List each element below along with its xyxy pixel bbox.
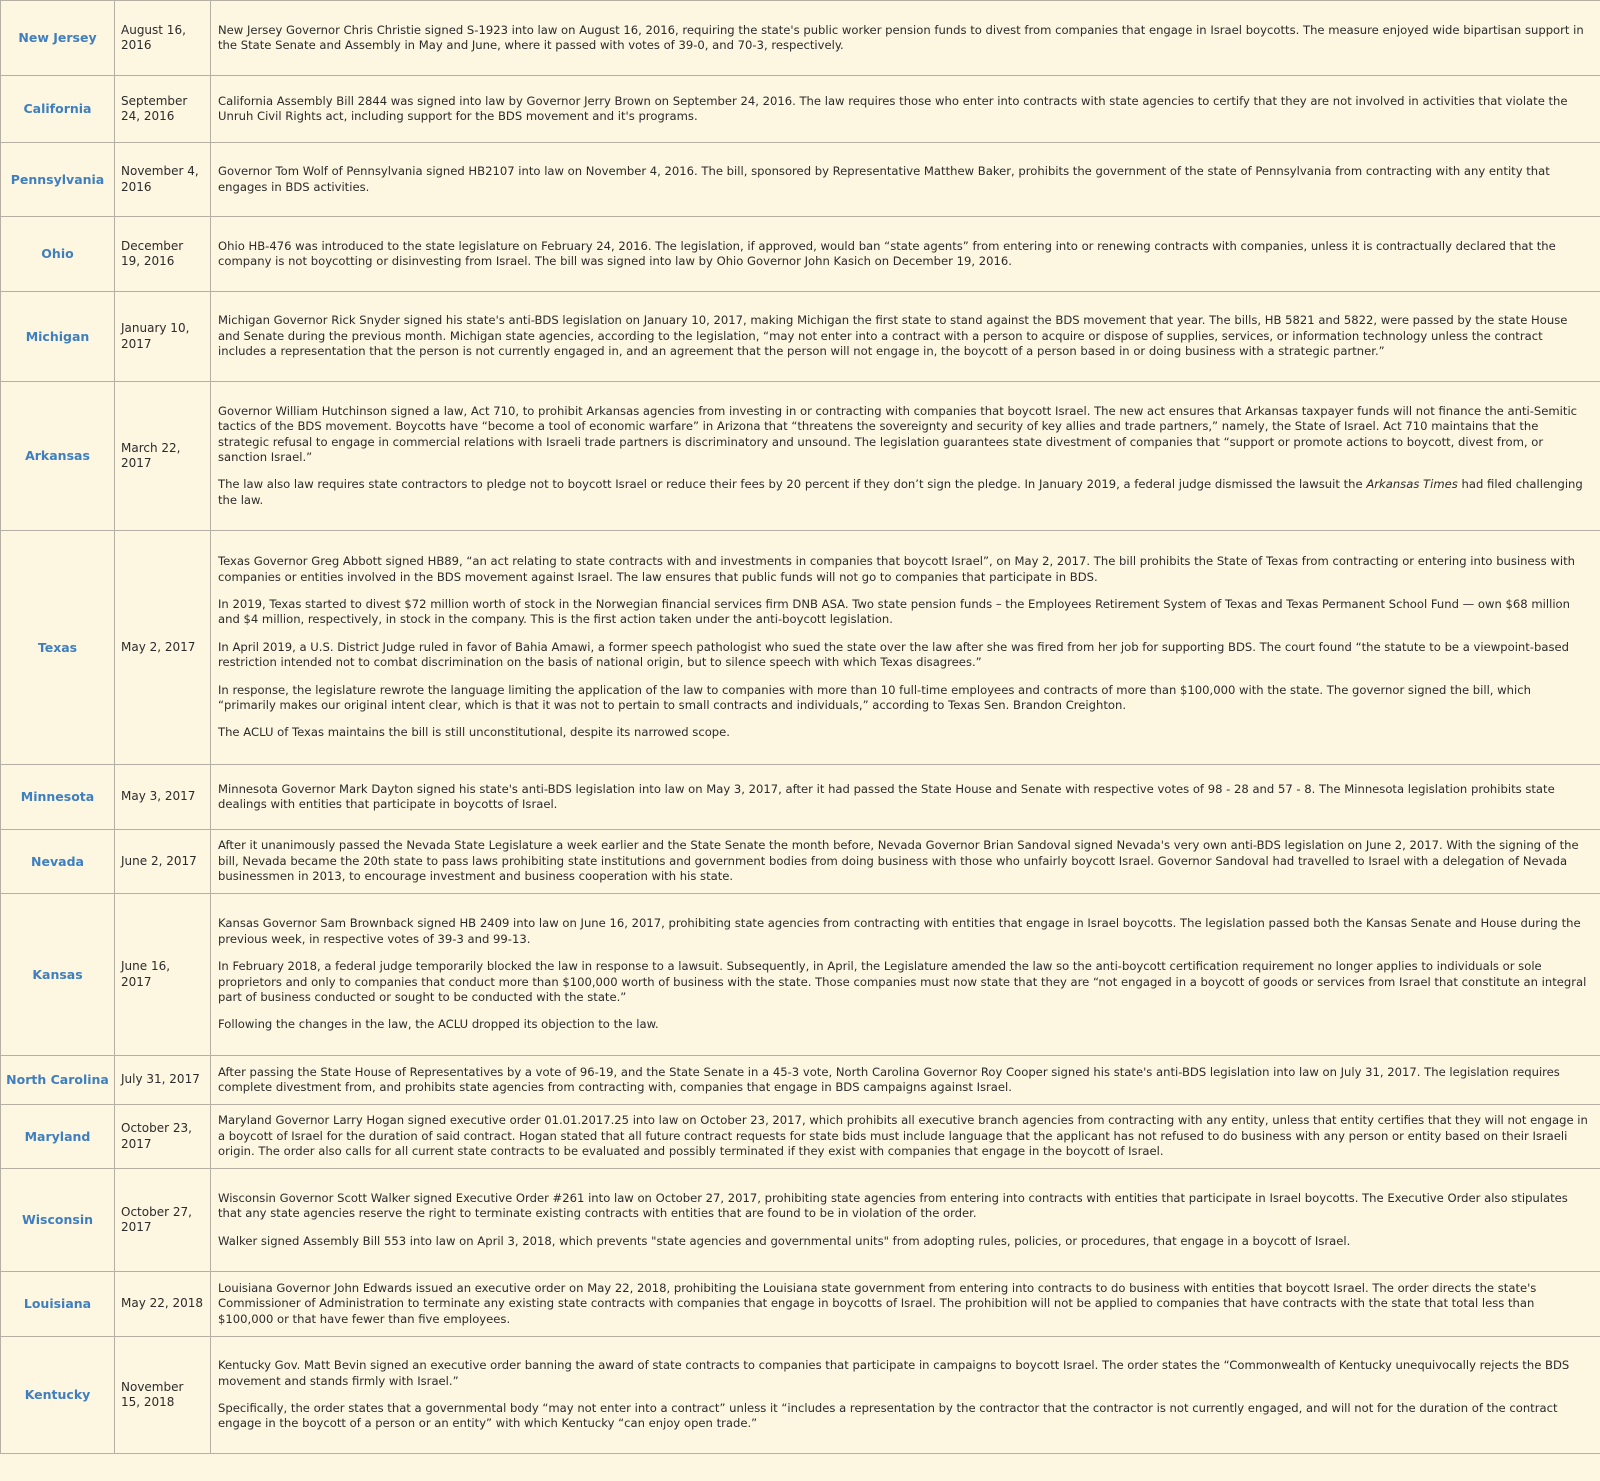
- description-paragraph: Minnesota Governor Mark Dayton signed his state's anti-BDS legislation into law on May 3, 2017, after it had passed the State House and Senate with respective votes of 98 - 28 and 57 - 8. The Minnesota legislation prohibits state dealings with entities that participate in boycotts of Israel.: [218, 781, 1555, 811]
- law-description: [211, 894, 1600, 1056]
- date-signed: May 2, 2017: [115, 531, 211, 765]
- description-paragraph: Ohio HB-476 was introduced to the state legislature on February 24, 2016. The legislation, if approved, would ban “state agents” from entering into or renewing contracts with companies, unless it is contractually declared that the company is not boycotting or disinvesting from Israel. The bill was signed into law by Ohio Governor John Kasich on December 19, 2016.: [218, 238, 1556, 268]
- table-row: [1, 1337, 1600, 1454]
- state-name[interactable]: Louisiana: [1, 1272, 115, 1337]
- law-description: [211, 143, 1600, 217]
- table-row: [1, 830, 1600, 894]
- table-row: [1, 143, 1600, 217]
- date-signed: October 23, 2017: [115, 1105, 211, 1169]
- state-name[interactable]: North Carolina: [1, 1056, 115, 1105]
- date-signed: January 10, 2017: [115, 292, 211, 382]
- table-row: [1, 292, 1600, 382]
- description-paragraph: Walker signed Assembly Bill 553 into law on April 3, 2018, which prevents "state agencies and governmental units" from adopting rules, policies, or procedures, that engage in a boycott of Israel.: [218, 1233, 1351, 1248]
- table-row: [1, 76, 1600, 143]
- table-row: [1, 217, 1600, 292]
- law-description: [211, 382, 1600, 531]
- state-name[interactable]: Michigan: [1, 292, 115, 382]
- state-name[interactable]: Kansas: [1, 894, 115, 1056]
- date-signed: May 22, 2018: [115, 1272, 211, 1337]
- description-paragraph: Following the changes in the law, the ACLU dropped its objection to the law.: [218, 1017, 659, 1032]
- state-name[interactable]: Ohio: [1, 217, 115, 292]
- description-paragraph: New Jersey Governor Chris Christie signed S-1923 into law on August 16, 2016, requiring the state's public worker pension funds to divest from companies that engage in Israel boycotts. The measure enjoyed wide bipartisan support in the State Senate and Assembly in May and June, where it passed with votes of 39-0, and 70-3, respectively.: [218, 22, 1584, 52]
- law-description: [211, 1169, 1600, 1272]
- law-description: [211, 1, 1600, 76]
- law-description: [211, 531, 1600, 765]
- state-name[interactable]: Maryland: [1, 1105, 115, 1169]
- state-name[interactable]: Wisconsin: [1, 1169, 115, 1272]
- state-name[interactable]: Kentucky: [1, 1337, 115, 1454]
- date-signed: August 16, 2016: [115, 1, 211, 76]
- description-paragraph: Wisconsin Governor Scott Walker signed Executive Order #261 into law on October 27, 2017, prohibiting state agencies from entering into contracts with entities that participate in Israel boycotts. The Executive Order also stipulates that any state agencies reserve the right to terminate existing contracts with entities that are found to be in violation of the order.: [218, 1190, 1568, 1221]
- law-description: [211, 292, 1600, 382]
- state-name[interactable]: Texas: [1, 531, 115, 765]
- state-name[interactable]: Minnesota: [1, 765, 115, 830]
- table-row: [1, 1, 1600, 76]
- description-paragraph: Michigan Governor Rick Snyder signed his state's anti-BDS legislation on January 10, 2017, making Michigan the first state to stand against the BDS movement that year. The bills, HB 5821 and 5822, were passed by the state House and Senate during the previous month. Michigan state agencies, according to the legislation, “may not enter into a contract with a person to acquire or dispose of supplies, services, or information technology unless the contract includes a representation that the person is not currently engaged in, and an agreement that the person will not engage in, the boycott of a person based in or doing business with a strategic partner.”: [218, 313, 1568, 359]
- table-row: [1, 765, 1600, 830]
- law-description: [211, 1056, 1600, 1105]
- table-row: [1, 531, 1600, 765]
- description-paragraph: California Assembly Bill 2844 was signed into law by Governor Jerry Brown on September 24, 2016. The law requires those who enter into contracts with state agencies to certify that they are not involved in activities that violate the Unruh Civil Rights act, including support for the BDS movement and it's programs.: [218, 93, 1568, 123]
- description-text: had filed challenging the law.: [218, 477, 1583, 507]
- date-signed: March 22, 2017: [115, 382, 211, 531]
- description-paragraph: Maryland Governor Larry Hogan signed executive order 01.01.2017.25 into law on October 23, 2017, which prohibits all executive branch agencies from contracting with any entity, unless that entity certifies that they will not engage in a boycott of Israel for the duration of said contract. Hogan stated that all future contract requests for state bids must include language that the applicant has not refused to do business with any person or entity based on their Israeli origin. The order also calls for all current state contracts to be evaluated and possibly terminated if they exist with companies that engage in the boycott of Israel.: [218, 1113, 1588, 1159]
- date-signed: June 2, 2017: [115, 830, 211, 894]
- law-description: [211, 765, 1600, 830]
- law-description: [211, 76, 1600, 143]
- state-name[interactable]: Arkansas: [1, 382, 115, 531]
- description-paragraph: Governor Tom Wolf of Pennsylvania signed HB2107 into law on November 4, 2016. The bill, sponsored by Representative Matthew Baker, prohibits the government of the state of Pennsylvania from contracting with any entity that engages in BDS activities.: [218, 164, 1550, 194]
- description-paragraph: In 2019, Texas started to divest $72 million worth of stock in the Norwegian financial services firm DNB ASA. Two state pension funds – the Employees Retirement System of Texas and Texas Permanent School Fund — own $68 million and $4 million, respectively, in stock in the company. This is the first action taken under the anti-boycott legislation.: [218, 596, 1570, 627]
- law-description: [211, 1105, 1600, 1169]
- state-name[interactable]: California: [1, 76, 115, 143]
- law-description: [211, 1272, 1600, 1337]
- date-signed: December 19, 2016: [115, 217, 211, 292]
- description-paragraph: Specifically, the order states that a governmental body “may not enter into a contract” unless it “includes a representation by the contractor that the contractor is not currently engaged, and will not for the duration of the contract engage in the boycott of a person or an entity” with which Kentucky “can enjoy open trade.”: [218, 1401, 1558, 1431]
- law-description: [211, 217, 1600, 292]
- description-paragraph: Kentucky Gov. Matt Bevin signed an executive order banning the award of state contracts to companies that participate in campaigns to boycott Israel. The order states the “Commonwealth of Kentucky unequivocally rejects the BDS movement and stands firmly with Israel.”: [218, 1358, 1570, 1388]
- date-signed: October 27, 2017: [115, 1169, 211, 1272]
- law-description: [211, 830, 1600, 894]
- description-paragraph: After it unanimously passed the Nevada State Legislature a week earlier and the State Senate the month before, Nevada Governor Brian Sandoval signed Nevada's very own anti-BDS legislation on June 2, 2017. With the signing of the bill, Nevada became the 20th state to pass laws prohibiting state institutions and government bodies from doing business with those who unfairly boycott Israel. Governor Sandoval had travelled to Israel with a delegation of Nevada businessmen in 2013, to encourage investment and business cooperation with his state.: [218, 838, 1579, 884]
- table-row: [1, 1105, 1600, 1169]
- description-paragraph: In February 2018, a federal judge temporarily blocked the law in response to a lawsuit. Subsequently, in April, the Legislature amended the law so the anti-boycott certification requirement no longer applies to individuals or sole proprietors and only to companies that conduct more than $100,000 worth of business with the state. Those companies must now state that they are “not engaged in a boycott of goods or services from Israel that constitute an integral part of business conducted or sought to be conducted with the state.”: [218, 959, 1587, 1004]
- description-paragraph: Kansas Governor Sam Brownback signed HB 2409 into law on June 16, 2017, prohibiting state agencies from contracting with entities that engage in Israel boycotts. The legislation passed both the Kansas Senate and House during the previous week, in respective votes of 39-3 and 99-13.: [218, 916, 1581, 946]
- publication-title: Arkansas Times: [1366, 477, 1458, 492]
- table-row: [1, 1169, 1600, 1272]
- description-paragraph: After passing the State House of Representatives by a vote of 96-19, and the State Senate in a 45-3 vote, North Carolina Governor Roy Cooper signed his state's anti-BDS legislation into law on July 31, 2017. The legislation requires complete divestment from, and prohibits state agencies from contracting with, companies that engage in BDS campaigns against Israel.: [218, 1064, 1560, 1094]
- description-paragraph: Texas Governor Greg Abbott signed HB89, “an act relating to state contracts with and investments in companies that boycott Israel”, on May 2, 2017. The bill prohibits the State of Texas from contracting or entering into business with companies or entities involved in the BDS movement against Israel. The law ensures that public funds will not go to companies that participate in BDS.: [218, 554, 1576, 584]
- date-signed: July 31, 2017: [115, 1056, 211, 1105]
- description-paragraph: In response, the legislature rewrote the language limiting the application of the law to companies with more than 10 full-time employees and contracts of more than $100,000 with the state. The governor signed the bill, which “primarily makes our original intent clear, which is that it was not to pertain to small contracts and individuals,” according to Texas Sen. Brandon Creighton.: [218, 682, 1531, 713]
- description-text: The law also law requires state contractors to pledge not to boycott Israel or reduce their fees by 20 percent if they don’t sign the pledge. In January 2019, a federal judge dismissed the lawsuit the: [218, 477, 1367, 492]
- law-description: [211, 1337, 1600, 1454]
- date-signed: September 24, 2016: [115, 76, 211, 143]
- description-paragraph: Governor William Hutchinson signed a law, Act 710, to prohibit Arkansas agencies from investing in or contracting with companies that boycott Israel. The new act ensures that Arkansas taxpayer funds will not finance the anti-Semitic tactics of the BDS movement. Boycotts have “become a tool of economic warfare” in Arizona that “threatens the sovereignty and security of key allies and trade partners,” namely, the State of Israel. Act 710 maintains that the strategic refusal to engage in commercial relations with Israeli trade partners is discriminatory and unsound. The legislation guarantees state divestment of companies that “support or promote actions to boycott, divest from, or sanction Israel.”: [218, 403, 1578, 464]
- state-name[interactable]: Nevada: [1, 830, 115, 894]
- description-paragraph: [218, 477, 1592, 508]
- table-row: [1, 382, 1600, 531]
- table-row: [1, 1056, 1600, 1105]
- date-signed: June 16, 2017: [115, 894, 211, 1056]
- date-signed: November 15, 2018: [115, 1337, 211, 1454]
- table-row: [1, 894, 1600, 1056]
- state-name[interactable]: Pennsylvania: [1, 143, 115, 217]
- description-paragraph: In April 2019, a U.S. District Judge ruled in favor of Bahia Amawi, a former speech pathologist who sued the state over the law after she was fired from her job for supporting BDS. The court found “the statute to be a viewpoint-based restriction intended not to combat discrimination on the basis of national origin, but to silence speech with which Texas disagrees.”: [218, 639, 1569, 670]
- description-paragraph: The ACLU of Texas maintains the bill is still unconstitutional, despite its narrowed scope.: [218, 725, 730, 740]
- table-row: [1, 1272, 1600, 1337]
- description-paragraph: Louisiana Governor John Edwards issued an executive order on May 22, 2018, prohibiting the Louisiana state government from entering into contracts to do business with entities that boycott Israel. The order directs the state's Commissioner of Administration to terminate any existing state contracts with companies that engage in boycotts of Israel. The prohibition will not be applied to companies that have contracts with the state that total less than $100,000 or that have fewer than five employees.: [218, 1280, 1537, 1326]
- date-signed: May 3, 2017: [115, 765, 211, 830]
- state-name[interactable]: New Jersey: [1, 1, 115, 76]
- date-signed: November 4, 2016: [115, 143, 211, 217]
